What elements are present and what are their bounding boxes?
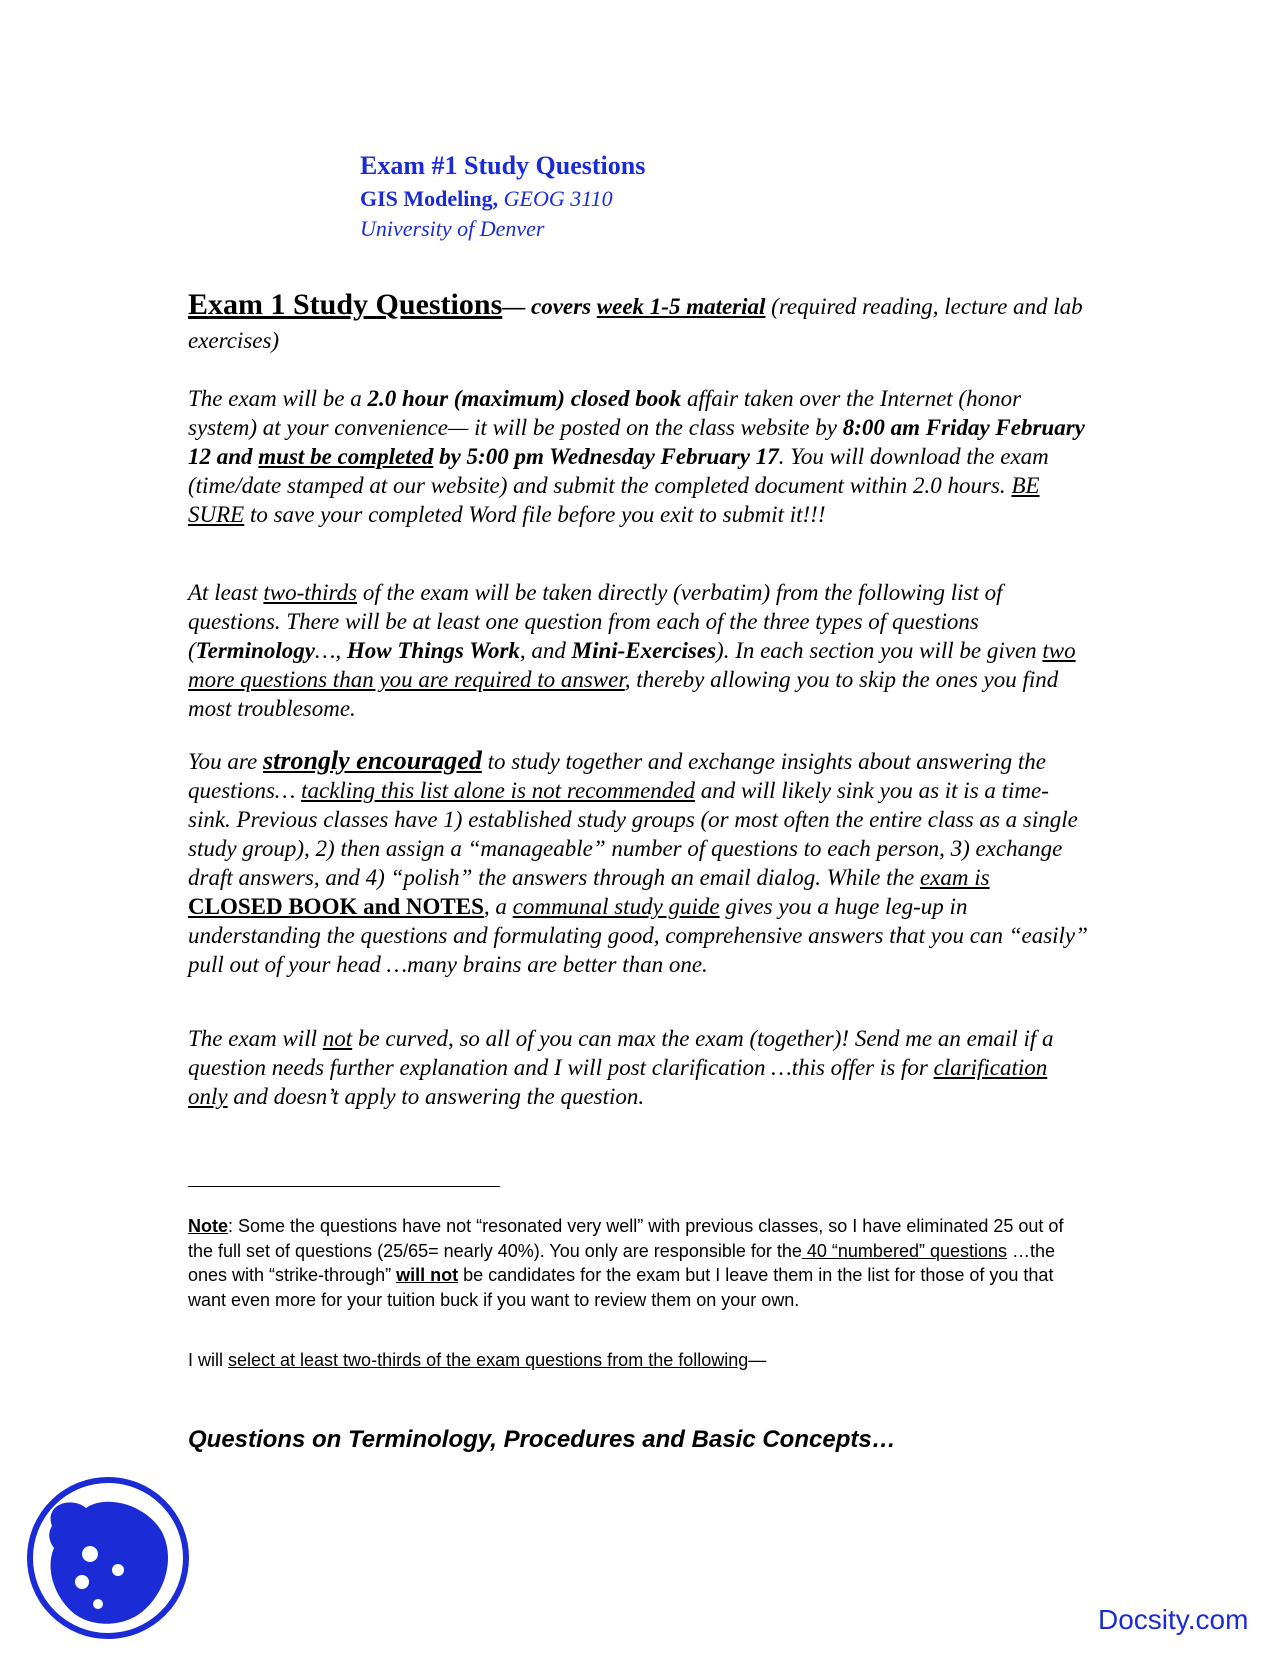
- paragraph-exam-format: The exam will be a 2.0 hour (maximum) closed book affair taken over the Internet (honor system) at your convenience— it will be posted on the class website by 8:00 am Friday February 12 and must be completed by 5:00 pm Wednesday February 17. You will download the exam (time/date stamped at our website) and submit the completed document within 2.0 hours. BE SURE to save your completed Word file before you exit to submit it!!!: [188, 386, 1085, 527]
- paragraph-study-groups: You are strongly encouraged to study together and exchange insights about answering the questions… tackling this list alone is not recommended and will likely sink you as it is a time-sink. Previous classes have 1) established study groups (or most often the entire class as a single study group), 2) then assign a “manageable” number of questions to each person, 3) exchange draft answers, and 4) “polish” the answers through an email dialog. While the exam is CLOSED BOOK and NOTES, a communal study guide gives you a huge leg-up in understanding the questions and formulating good, comprehensive answers that you can “easily” pull out of your head …many brains are better than one.: [188, 746, 1088, 977]
- weeks-covered: week 1-5 material: [596, 294, 766, 319]
- course-name: GIS Modeling,: [360, 186, 499, 211]
- intro-heading: Exam 1 Study Questions: [188, 288, 503, 321]
- paragraph-grading: The exam will not be curved, so all of you can max the exam (together)! Send me an email if a question needs further explanation and I will post clarification …this offer is for clarification only and doesn’t apply to answering the question.: [188, 1026, 1054, 1109]
- note-paragraph: Note: Some the questions have not “resonated very well” with previous classes, so I have eliminated 25 out of the full set of questions (25/65= nearly 40%). You only are responsible for the 40 “numbered” questions …the ones with “strike-through” will not be candidates for the exam but I leave them in the list for those of you that want even more for your tuition buck if you want to review them on your own.: [188, 1216, 1064, 1310]
- selection-line: I will select at least two-thirds of the exam questions from the following—: [188, 1350, 767, 1370]
- intro-paragraph: Exam 1 Study Questions— covers week 1-5 material (required reading, lecture and lab exercises): [188, 288, 1083, 353]
- document-header: [360, 148, 645, 244]
- page-title: Exam #1 Study Questions: [360, 151, 646, 180]
- section-heading: Questions on Terminology, Procedures and Basic Concepts…: [188, 1426, 896, 1453]
- course-code: GEOG 3110: [498, 186, 613, 211]
- paragraph-question-selection: At least two-thirds of the exam will be taken directly (verbatim) from the following list of questions. There will be at least one question from each of the three types of questions (Terminology…, How Things Work, and Mini-Exercises). In each section you will be given two more questions than you are required to answer, thereby allowing you to skip the ones you find most troublesome.: [188, 580, 1076, 721]
- course-line: [360, 184, 645, 214]
- note-label: Note: [188, 1216, 228, 1236]
- docsity-logo-icon: [24, 1474, 192, 1642]
- docsity-watermark[interactable]: Docsity.com: [1098, 1604, 1249, 1635]
- footnote-divider: [188, 1186, 500, 1187]
- university-name: University of Denver: [360, 216, 545, 241]
